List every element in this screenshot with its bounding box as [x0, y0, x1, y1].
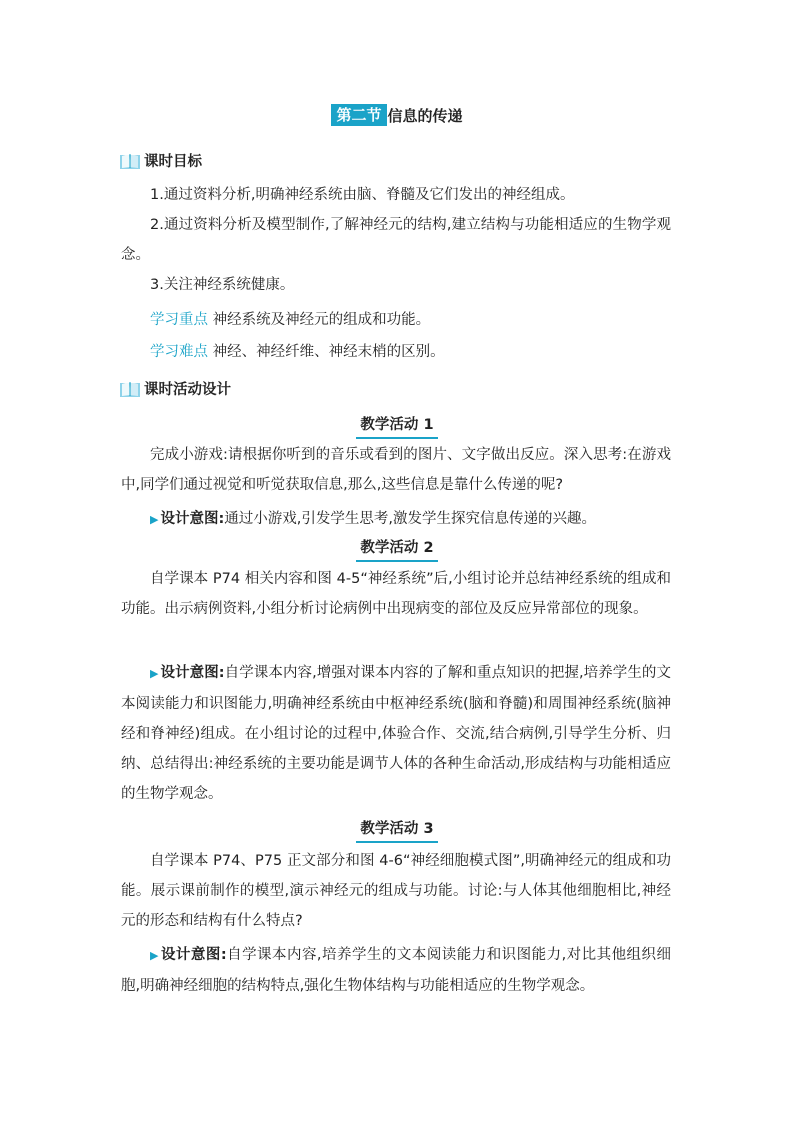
design-heading-text: 课时活动设计	[144, 382, 231, 398]
activity-title: 教学活动 2	[356, 538, 437, 562]
activity-1-heading	[0, 414, 794, 439]
objectives-heading-text: 课时目标	[144, 154, 202, 170]
objective-item: 3.关注神经系统健康。	[150, 277, 295, 293]
intent-label: 设计意图:	[160, 511, 225, 527]
triangle-icon: ▶	[150, 513, 159, 526]
activity-1-intent	[121, 504, 671, 535]
activity-title: 教学活动 1	[356, 415, 437, 439]
difficulty-text: 神经、神经纤维、神经末梢的区别。	[212, 344, 445, 360]
book-icon	[120, 153, 140, 169]
activity-2-heading	[0, 537, 794, 562]
difficulty-point	[121, 337, 671, 367]
activity-2-body: 自学课本 P74 相关内容和图 4-5“神经系统”后,小组讨论并总结神经系统的组成和功能。出示病例资料,小组分析讨论病例中出现病变的部位及反应异常部位的现象。	[121, 571, 671, 617]
intent-text: 通过小游戏,引发学生思考,激发学生探究信息传递的兴趣。	[224, 511, 596, 527]
book-icon	[120, 381, 140, 397]
intent-text: 自学课本内容,增强对课本内容的了解和重点知识的把握,培养学生的文本阅读能力和识图能力,明确神经系统由中枢神经系统(脑和脊髓)和周围神经系统(脑神经和脊神经)组成。在小组讨论的过程中,体验合作、交流,结合病例,引导学生分析、归纳、总结得出:神经系统的主要功能是调节人体的各种生命活动,形成结构与功能相适应的生物学观念。	[121, 665, 671, 802]
key-point-text: 神经系统及神经元的组成和功能。	[212, 312, 431, 328]
difficulty-label: 学习难点	[150, 344, 208, 360]
key-point	[121, 305, 671, 335]
section-title	[0, 104, 794, 126]
activity-3-intent	[121, 940, 671, 1001]
objectives-heading	[120, 150, 202, 171]
intent-label: 设计意图:	[160, 947, 227, 963]
objective-item: 1.通过资料分析,明确神经系统由脑、脊髓及它们发出的神经组成。	[150, 187, 575, 203]
activity-1-body: 完成小游戏:请根据你听到的音乐或看到的图片、文字做出反应。深入思考:在游戏中,同学们通过视觉和听觉获取信息,那么,这些信息是靠什么传递的呢?	[121, 447, 671, 493]
intent-label: 设计意图:	[160, 665, 225, 681]
intent-text: 自学课本内容,培养学生的文本阅读能力和识图能力,对比其他组织细胞,明确神经细胞的结构特点,强化生物体结构与功能相适应的生物学观念。	[121, 947, 671, 994]
triangle-icon: ▶	[150, 949, 159, 962]
activity-2-intent	[121, 658, 671, 809]
objective-item: 2.通过资料分析及模型制作,了解神经元的结构,建立结构与功能相适应的生物学观念。	[121, 217, 671, 263]
page-title: 信息的传递	[387, 106, 463, 125]
activity-3-body: 自学课本 P74、P75 正文部分和图 4-6“神经细胞模式图”,明确神经元的组成和功能。展示课前制作的模型,演示神经元的组成与功能。讨论:与人体其他细胞相比,神经元的形态和结构有什么特点?	[121, 853, 671, 929]
triangle-icon: ▶	[150, 667, 159, 680]
design-heading	[120, 378, 231, 399]
section-badge: 第二节	[331, 104, 386, 126]
activity-3-heading	[0, 818, 794, 843]
key-point-label: 学习重点	[150, 312, 208, 328]
activity-title: 教学活动 3	[356, 819, 437, 843]
